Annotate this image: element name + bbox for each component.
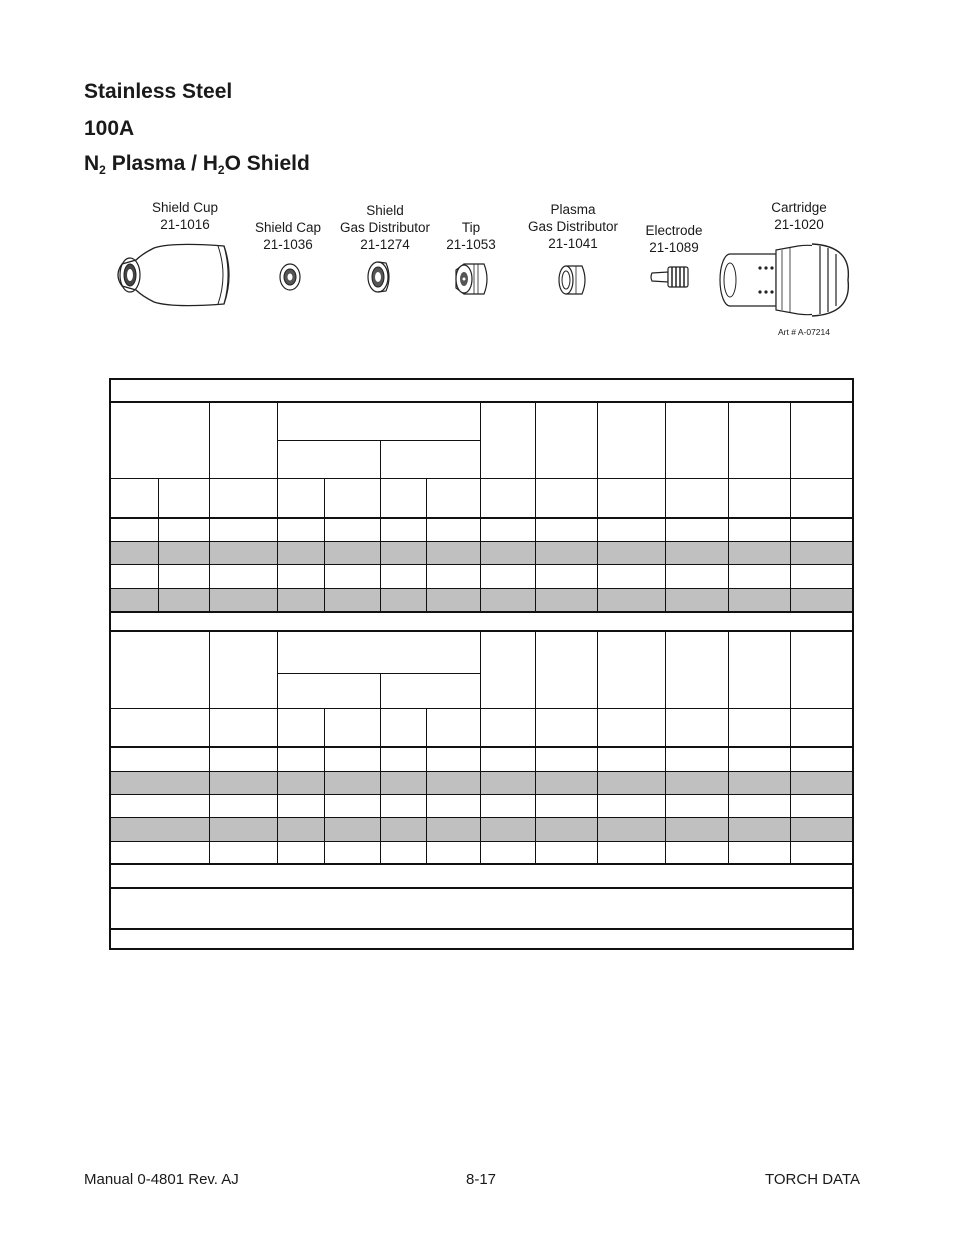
table-row-shaded xyxy=(111,542,852,565)
shield-gas-distributor-drawing xyxy=(366,259,394,295)
footer-page-number: 8-17 xyxy=(466,1171,497,1188)
cut-chart-table xyxy=(109,378,854,950)
part-label-cartridge: Cartridge 21-1020 xyxy=(771,200,827,232)
part-label-shield-gas-distributor: Shield Gas Distributor 21-1274 xyxy=(339,203,431,252)
gas-heading: $N_2$ Plasma / $H_2O$ Shield xyxy=(84,152,310,177)
current-heading: 100A xyxy=(84,117,135,140)
footer-manual: Manual 0-4801 Rev. AJ xyxy=(84,1171,239,1188)
table-row-shaded xyxy=(111,772,852,794)
material-heading: Stainless Steel xyxy=(84,80,233,103)
footer-section: TORCH DATA xyxy=(765,1171,861,1188)
art-number: Art # A-07214 xyxy=(778,327,830,337)
part-label-plasma-gas-distributor: Plasma Gas Distributor 21-1041 xyxy=(527,202,619,251)
table-row-shaded xyxy=(111,818,852,841)
part-label-electrode: Electrode 21-1089 xyxy=(645,223,703,255)
part-label-shield-cap: Shield Cap 21-1036 xyxy=(254,220,322,252)
table-row-shaded xyxy=(111,589,852,611)
cartridge-drawing xyxy=(716,240,852,320)
part-label-shield-cup: Shield Cup 21-1016 xyxy=(151,200,219,232)
tip-drawing xyxy=(450,260,490,298)
electrode-drawing xyxy=(650,264,692,290)
shield-cap-drawing xyxy=(278,262,302,292)
shield-cup-drawing xyxy=(112,240,236,310)
part-label-tip: Tip 21-1053 xyxy=(446,220,496,252)
plasma-gas-distributor-drawing xyxy=(556,262,588,298)
